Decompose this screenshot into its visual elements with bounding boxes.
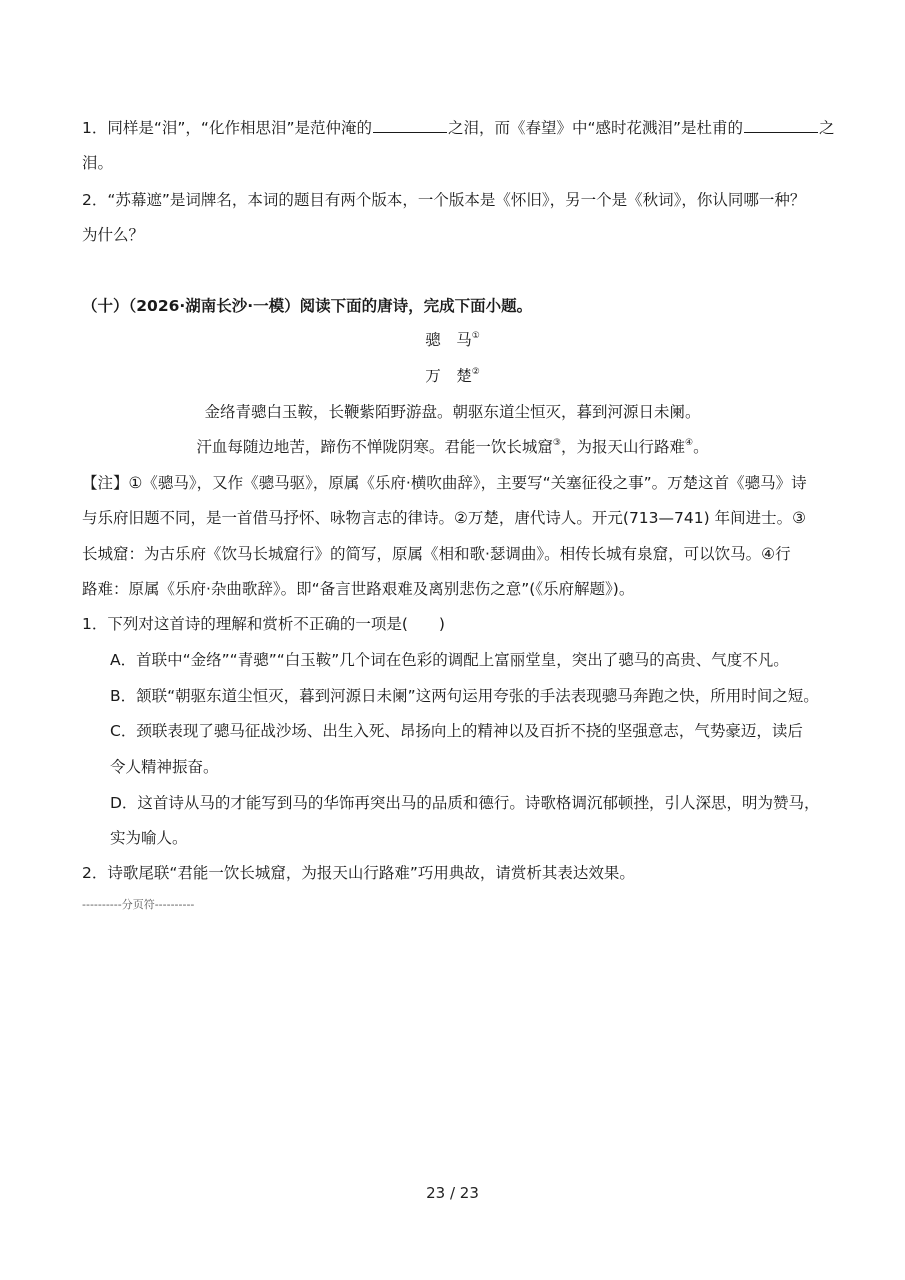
footnote-marker: ④	[685, 438, 694, 448]
answer-blank-1[interactable]	[373, 118, 447, 133]
poem-line-2-text: 。	[693, 438, 709, 456]
option-a[interactable]: A．首联中“金络”“青骢”“白玉鞍”几个词在色彩的调配上富丽堂皇，突出了骢马的高贵、气度不凡。	[110, 651, 789, 669]
question-1-continuation: 泪。	[82, 154, 114, 172]
notes-line: 【注】①《骢马》，又作《骢马驱》，原属《乐府·横吹曲辞》，主要写“关塞征役之事”。万楚这首《骢马》诗	[82, 474, 807, 492]
option-c-continuation: 令人精神振奋。	[110, 758, 219, 776]
notes-line: 与乐府旧题不同，是一首借马抒怀、咏物言志的律诗。②万楚，唐代诗人。开元(713—741) 年间进士。③	[82, 509, 806, 527]
page-number: 23 / 23	[426, 1184, 479, 1202]
section-heading: （十）（2026·湖南长沙·一模）阅读下面的唐诗，完成下面小题。	[82, 297, 533, 315]
poem-author-text: 万 楚	[425, 367, 472, 385]
option-d-continuation: 实为喻人。	[110, 829, 188, 847]
notes-line: 路难：原属《乐府·杂曲歌辞》。即“备言世路艰难及离别悲伤之意”(《乐府解题》)。	[82, 580, 635, 598]
footnote-marker: ②	[471, 367, 480, 377]
notes-line: 长城窟：为古乐府《饮马长城窟行》的简写，原属《相和歌·瑟调曲》。相传长城有泉窟，可以饮马。④行	[82, 545, 791, 563]
option-b[interactable]: B．颔联“朝驱东道尘恒灭，暮到河源日未阑”这两句运用夸张的手法表现骢马奔跑之快，所用时间之短。	[110, 687, 819, 705]
poem-line-2-text: 汗血每随边地苦，蹄伤不惮陇阴寒。君能一饮长城窟	[196, 438, 553, 456]
option-c[interactable]: C．颈联表现了骢马征战沙场、出生入死、昂扬向上的精神以及百折不挠的坚强意志，气势豪迈，读后	[110, 722, 803, 740]
question-1-text-3: 之	[819, 119, 835, 137]
question-1-text-2: 之泪，而《春望》中“感时花溅泪”是杜甫的	[447, 119, 744, 137]
option-d[interactable]: D．这首诗从马的才能写到马的华饰再突出马的品质和德行。诗歌格调沉郁顿挫，引人深思，明为赞马，	[110, 794, 820, 812]
question-2-line-2: 为什么？	[82, 226, 145, 244]
page-break-marker: ----------分页符----------	[82, 898, 195, 911]
poem-line-2	[0, 437, 905, 457]
poem-line-1: 金络青骢白玉鞍，长鞭紫陌野游盘。朝驱东道尘恒灭，暮到河源日未阑。	[204, 403, 701, 421]
answer-blank-2[interactable]	[744, 118, 818, 133]
question-2-line-1: 2．“苏幕遮”是词牌名，本词的题目有两个版本，一个版本是《怀旧》，另一个是《秋词》，你认同哪一种？	[82, 191, 806, 209]
poem-line-2-text: ，为报天山行路难	[560, 438, 685, 456]
mc-question-stem: 1．下列对这首诗的理解和赏析不正确的一项是( )	[82, 615, 445, 633]
question-1-text: 1．同样是“泪”，“化作相思泪”是范仲淹的	[82, 119, 372, 137]
essay-question-stem: 2．诗歌尾联“君能一饮长城窟，为报天山行路难”巧用典故，请赏析其表达效果。	[82, 864, 635, 882]
footnote-marker: ③	[552, 438, 561, 448]
footnote-marker: ①	[471, 331, 480, 341]
poem-title-text: 骢 马	[425, 331, 472, 349]
poem-title	[0, 330, 905, 350]
poem-author	[0, 366, 905, 386]
question-1	[82, 118, 835, 138]
